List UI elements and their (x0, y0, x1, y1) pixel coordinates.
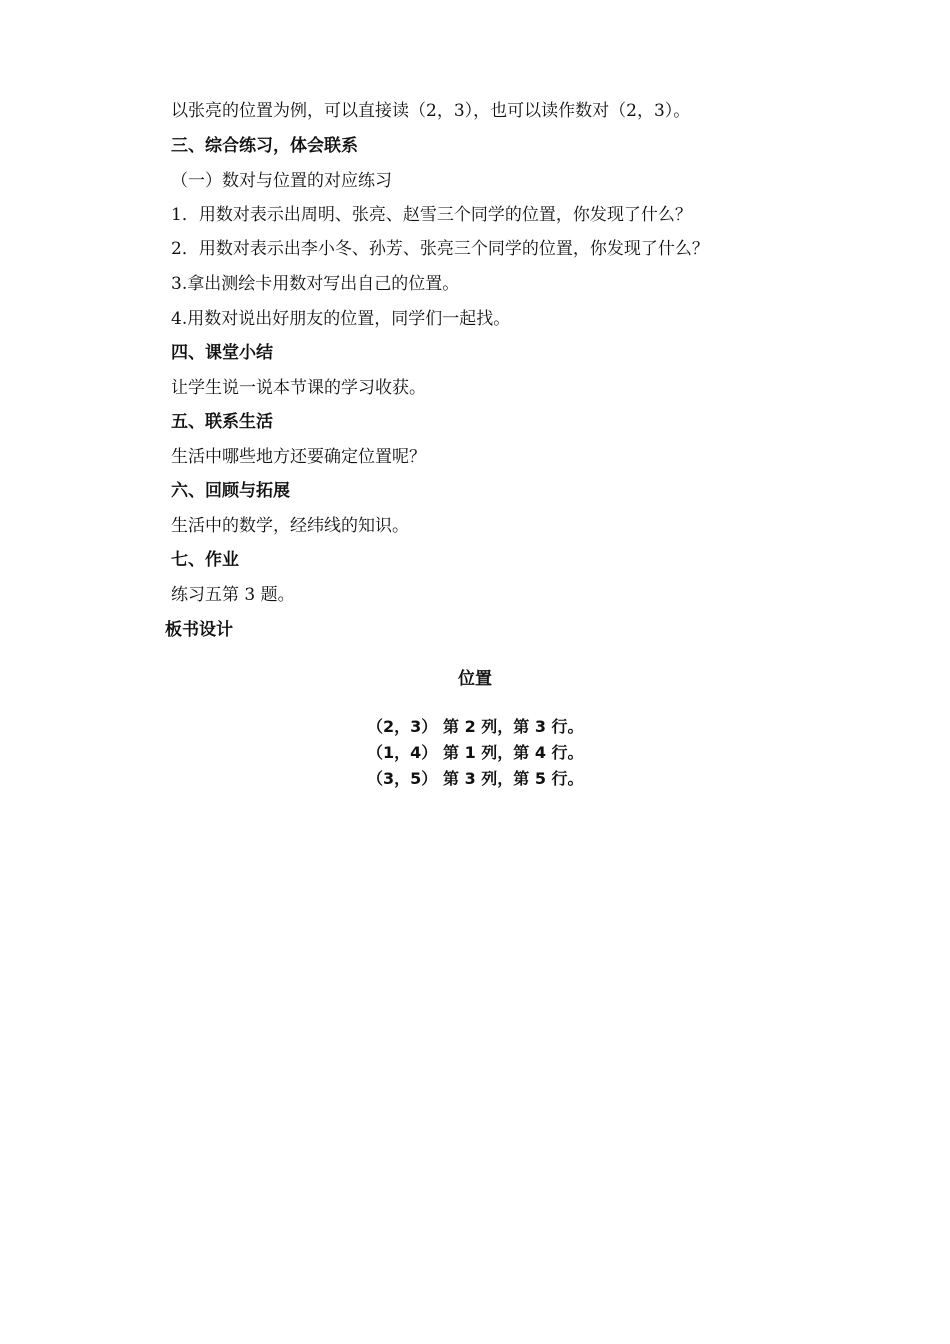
board-row-desc: 第 3 列，第 5 行。 (443, 769, 584, 788)
exercise-item-2: 2．用数对表示出李小冬、孙芳、张亮三个同学的位置，你发现了什么？ (171, 239, 709, 259)
board-row (367, 716, 584, 738)
section-6-text: 生活中的数学，经纬线的知识。 (171, 516, 409, 536)
section-5-text: 生活中哪些地方还要确定位置呢？ (171, 447, 426, 467)
board-row (367, 768, 584, 790)
board-row-desc: 第 2 列，第 3 行。 (443, 717, 584, 736)
exercise-item-3: 3.拿出测绘卡用数对写出自己的位置。 (171, 274, 460, 294)
intro-text: 以张亮的位置为例，可以直接读（2，3），也可以读作数对（2，3）。 (171, 101, 691, 121)
board-design-heading: 板书设计 (165, 620, 233, 640)
board-row-pair: （3，5） (367, 769, 438, 788)
section-3-heading: 三、综合练习，体会联系 (171, 136, 358, 156)
board-row-desc: 第 1 列，第 4 行。 (443, 743, 584, 762)
exercise-item-4: 4.用数对说出好朋友的位置，同学们一起找。 (171, 309, 511, 329)
section-4-heading: 四、课堂小结 (171, 343, 273, 363)
board-title: 位置 (458, 669, 492, 689)
section-5-heading: 五、联系生活 (171, 412, 273, 432)
section-3-subheading: （一）数对与位置的对应练习 (171, 171, 392, 191)
board-row-pair: （2，3） (367, 717, 438, 736)
section-6-heading: 六、回顾与拓展 (171, 481, 290, 501)
section-7-text: 练习五第 3 题。 (171, 585, 295, 605)
board-row-pair: （1，4） (367, 743, 438, 762)
section-4-text: 让学生说一说本节课的学习收获。 (171, 378, 426, 398)
board-row (367, 742, 584, 764)
section-7-heading: 七、作业 (171, 550, 239, 570)
exercise-item-1: 1．用数对表示出周明、张亮、赵雪三个同学的位置，你发现了什么？ (171, 205, 692, 225)
